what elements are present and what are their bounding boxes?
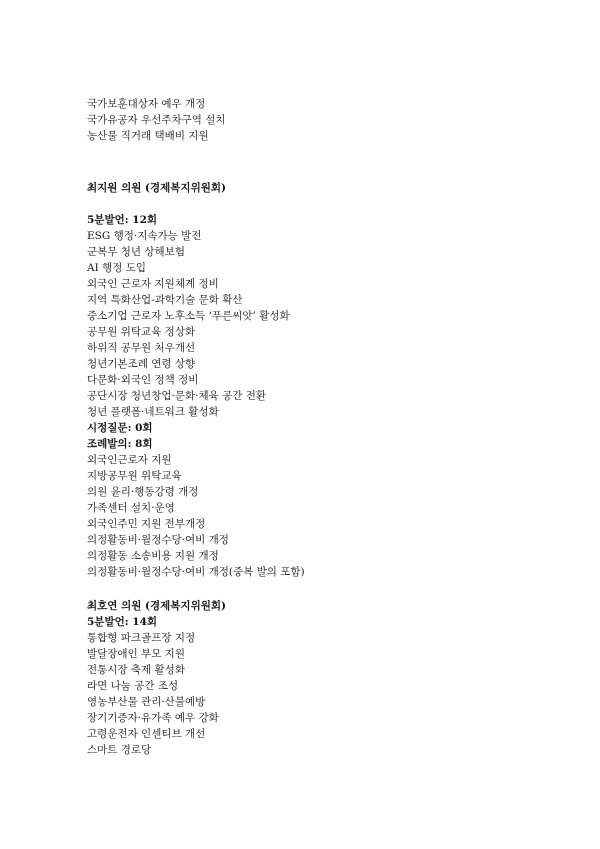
list-item: 농산물 직거래 택배비 지원 — [87, 130, 209, 142]
list-item: 다문화·외국인 정책 정비 — [87, 374, 199, 386]
list-item: 하위직 공무원 처우개선 — [87, 342, 196, 354]
list-item: 스마트 경로당 — [87, 744, 152, 756]
list-item: 통합형 파크골프장 지정 — [87, 632, 196, 644]
ordinance-count-label: 조례발의: 8회 — [87, 438, 153, 450]
list-item: ESG 행정·지속가능 발전 — [87, 230, 202, 242]
list-item: 전통시장 축제 활성화 — [87, 664, 185, 676]
list-item: 국가유공자 우선주차구역 설치 — [87, 114, 226, 126]
list-item: 의정활동 소송비용 지원 개정 — [87, 550, 219, 562]
list-item: 청년기본조례 연령 상향 — [87, 358, 196, 370]
list-item: 중소기업 근로자 노후소득 ‘푸른씨앗’ 활성화 — [87, 310, 290, 322]
list-item: 발달장애인 부모 지원 — [87, 648, 185, 660]
list-item: 장기기증자·유가족 예우 강화 — [87, 712, 219, 724]
list-item: 가족센터 설치·운영 — [87, 502, 175, 514]
list-item: 고령운전자 인센티브 개선 — [87, 728, 206, 740]
list-item: 외국인근로자 지원 — [87, 454, 172, 466]
list-item: 의원 윤리·행동강령 개정 — [87, 486, 199, 498]
councilor-section-choi-hoyeon — [87, 598, 567, 758]
section-heading: 최지원 의원 (경제복지위원회) — [87, 182, 226, 194]
list-item: 지방공무원 위탁교육 — [87, 470, 182, 482]
speech-count-label: 5분발언: 12회 — [87, 214, 158, 226]
intro-items-list — [87, 96, 567, 144]
section-heading: 최호연 의원 (경제복지위원회) — [87, 600, 226, 612]
list-item: AI 행정 도입 — [87, 262, 146, 274]
list-item: 외국인 근로자 지원체계 정비 — [87, 278, 219, 290]
list-item: 청년 플랫폼·네트워크 활성화 — [87, 406, 219, 418]
councilor-section-choi-jiwon — [87, 180, 567, 580]
speech-count-label: 5분발언: 14회 — [87, 616, 158, 628]
list-item: 의정활동비·월정수당·여비 개정 — [87, 534, 229, 546]
list-item: 지역 특화산업-과학기술 문화 확산 — [87, 294, 243, 306]
list-item: 영농부산물 관리·산불예방 — [87, 696, 206, 708]
list-item: 공무원 위탁교육 정상화 — [87, 326, 196, 338]
list-item: 라면 나눔 공간 조성 — [87, 680, 179, 692]
list-item: 국가보훈대상자 예우 개정 — [87, 98, 206, 110]
list-item: 의정활동비·월정수당·여비 개정(중복 발의 포함) — [87, 566, 305, 578]
list-item: 공단시장 청년창업·문화·체육 공간 전환 — [87, 390, 266, 402]
list-item: 외국인주민 지원 전부개정 — [87, 518, 206, 530]
list-item: 군복무 청년 상해보험 — [87, 246, 185, 258]
spacer — [87, 196, 567, 212]
question-count-label: 시정질문: 0회 — [87, 422, 153, 434]
